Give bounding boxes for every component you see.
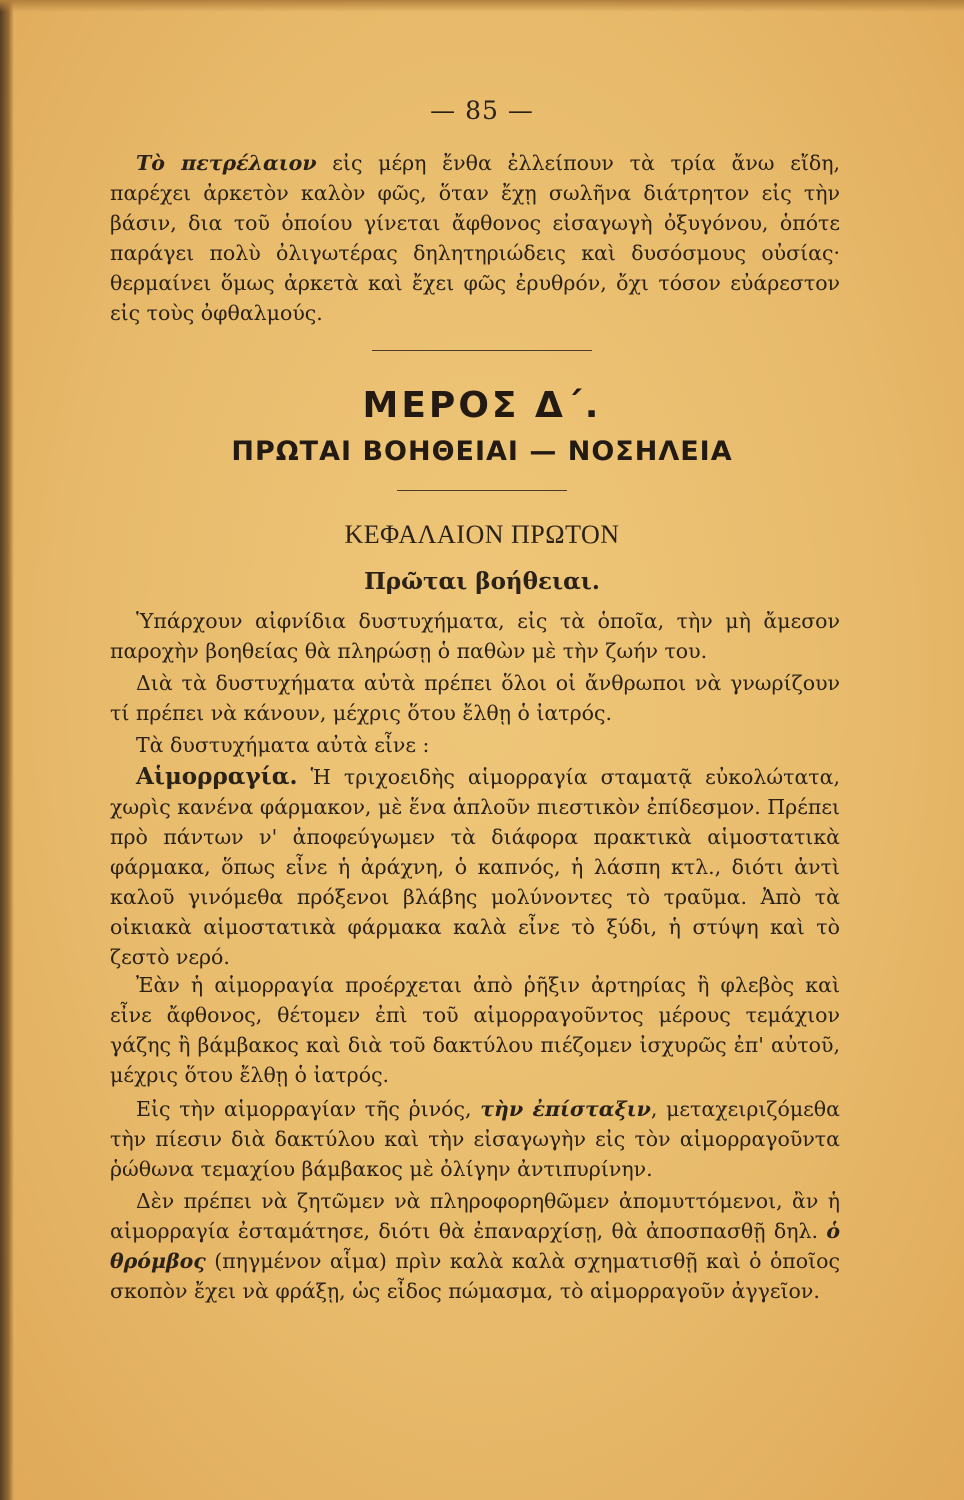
intro-text: εἰς μέρη ἔνθα ἐλλείπουν τὰ τρία ἄνω εἴδη, παρέχει ἀρκετὸν καλὸν φῶς, ὅταν ἔχῃ σωλῆνα διάτρητον εἰς τὴν βάσιν, δια τοῦ ὁποίου γίνεται ἄφθονος εἰσαγωγὴ ὀξυγόνου, ὁπότε παράγει πολὺ ὀλιγωτέρας δηλητηριώδεις καὶ δυσόσμους οὐσίας· θερμαίνει ὅμως ἀρκετὰ καὶ ἔχει φῶς ἐρυθρόν, ὄχι τόσον εὐάρεστον εἰς τοὺς ὀφθαλμούς. [110,151,841,325]
paragraph-6-b: , μεταχειριζόμεθα τὴν πίεσιν διὰ δακτύλου καὶ τὴν εἰσαγωγὴν εἰς τὸν αἱμορραγοῦντα ῥώθωνα τεμαχίου βάμβακος μὲ ὀλίγην ἀντιπυρίνην. [110,1097,840,1181]
paragraph-3: Τὰ δυστυχήματα αὐτὰ εἶνε : [136,733,430,757]
paragraph-7-a: Δὲν πρέπει νὰ ζητῶμεν νὰ πληροφορηθῶμεν ἀπομυττόμενοι, ἂν ἡ αἱμορραγία ἐσταμάτησε, διότι θὰ ἐπαναρχίσῃ, θὰ ἀποσπασθῇ δηλ. [110,1189,840,1243]
intro-lead: Τὸ πετρέλαιον [136,151,317,175]
paragraph-7-b: (πηγμένον αἷμα) πρὶν καλὰ καλὰ σχηματισθῇ καὶ ὁ ὁποῖος σκοπὸν ἔχει νὰ φράξῃ, ὡς εἶδος πώμασμα, τὸ αἱμορραγοῦν ἀγγεῖον. [110,1249,840,1303]
paragraph-2: Διὰ τὰ δυστυχήματα αὐτὰ πρέπει ὅλοι οἱ ἄνθρωποι νὰ γνωρίζουν τί πρέπει νὰ κάνουν, μέχρις ὅτου ἔλθῃ ὁ ἰατρός. [110,671,840,725]
page-number: — 85 — [430,96,534,125]
hemorrhage-text: Ἡ τριχοειδὴς αἱμορραγία σταματᾷ εὐκολώτατα, χωρὶς κανένα φάρμακον, μὲ ἕνα ἁπλοῦν πιεστικὸν ἐπίδεσμον. Πρέπει πρὸ πάντων ν' ἀποφεύγωμεν τὰ διάφορα πρακτικὰ αἱμοστατικὰ φάρμακα, ὅπως εἶνε ἡ ἀράχνη, ὁ καπνός, ἡ λάσπη κτλ., διότι ἀντὶ καλοῦ γινόμεθα πρόξενοι βλάβης μολύνοντες τὸ τραῦμα. Ἀπὸ τὰ οἰκιακὰ αἱμοστατικὰ φάρμακα καλὰ εἶνε τὸ ξύδι, ἡ στύψη καὶ τὸ ζεστὸ νερό. [110,765,840,969]
epistaxis-term: τὴν ἐπίσταξιν [480,1097,651,1121]
section-title: Πρῶται βοήθειαι. [364,568,600,595]
divider-rule-top [372,350,592,351]
page-top-shadow [0,0,964,12]
intro-paragraph [110,148,840,328]
paragraph-5: Ἐὰν ἡ αἱμορραγία προέρχεται ἀπὸ ῥῆξιν ἀρτηρίας ἢ φλεβὸς καὶ εἶνε ἄφθονος, θέτομεν ἐπὶ τοῦ αἱμορραγοῦντος μέρους τεμάχιον γάζης ἢ βάμβακος καὶ διὰ τοῦ δακτύλου πιέζομεν ἰσχυρῶς ἐπ' αὐτοῦ, μέχρις ὅτου ἔλθῃ ὁ ἰατρός. [110,973,840,1087]
hemorrhage-lead: Αἱμορραγία. [136,763,298,790]
divider-rule-bottom [397,490,567,491]
paragraph-7 [110,1186,840,1306]
paragraph-6-a: Εἰς τὴν αἱμορραγίαν τῆς ῥινός, [136,1097,481,1121]
chapter-title: ΚΕΦΑΛΑΙΟΝ ΠΡΩΤΟΝ [344,520,620,549]
part-title: ΜΕΡΟΣ Δ΄. [362,385,602,426]
thrombus-term: ὁ θρόμβος [110,1219,840,1273]
paragraph-1: Ὑπάρχουν αἰφνίδια δυστυχήματα, εἰς τὰ ὁποῖα, τὴν μὴ ἄμεσον παροχὴν βοηθείας θὰ πληρώσῃ ὁ παθὼν μὲ τὴν ζωήν του. [110,609,840,663]
paragraph-6 [110,1094,840,1184]
page-edge-shadow [0,0,14,1500]
paragraph-hemorrhage [110,762,840,972]
part-subtitle: ΠΡΩΤΑΙ ΒΟΗΘΕΙΑΙ — ΝΟΣΗΛΕΙΑ [231,436,733,467]
